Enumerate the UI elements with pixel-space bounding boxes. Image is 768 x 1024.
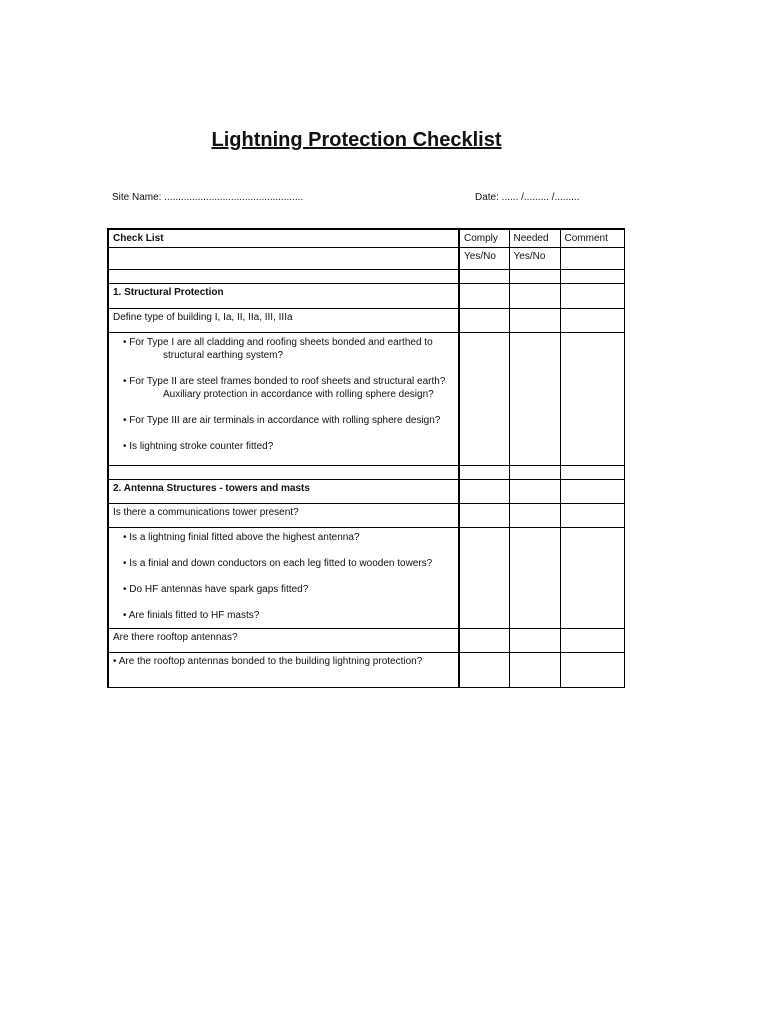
section2-bullets-cell (108, 528, 459, 629)
empty-cell (509, 270, 560, 284)
table-row (108, 629, 624, 653)
table-row (108, 333, 624, 466)
empty-cell (459, 270, 509, 284)
row-rooftop-antennas: Are there rooftop antennas? (108, 629, 459, 653)
empty-cell (560, 466, 624, 480)
empty-cell (509, 466, 560, 480)
list-item: • Is a finial and down conductors on each leg fitted to wooden towers? (123, 558, 433, 569)
needed-cell (509, 629, 560, 653)
list-item: • For Type II are steel frames bonded to roof sheets and structural earth? Auxiliary protection in accordance with rolling sphere design? (123, 376, 446, 400)
empty-cell (108, 248, 459, 270)
document-title: Lightning Protection Checklist (211, 129, 502, 151)
comment-cell (560, 284, 624, 309)
comply-cell (459, 528, 509, 629)
table-row (108, 528, 624, 629)
empty-cell (108, 466, 459, 480)
comply-cell (459, 629, 509, 653)
date-field: Date: ...... /......... /......... (475, 192, 580, 203)
checklist-table (107, 228, 625, 688)
header-needed: Needed (509, 229, 560, 248)
section1-heading-row (108, 284, 624, 309)
needed-cell (509, 504, 560, 528)
section1-heading: 1. Structural Protection (108, 284, 459, 309)
row-rooftop-bonded: • Are the rooftop antennas bonded to the building lightning protection? (108, 653, 459, 688)
comply-cell (459, 480, 509, 504)
row-define-building: Define type of building I, Ia, II, IIa, III, IIIa (108, 309, 459, 333)
header-subrow (108, 248, 624, 270)
comment-cell (560, 653, 624, 688)
header-comply: Comply (459, 229, 509, 248)
table-row (108, 504, 624, 528)
needed-cell (509, 528, 560, 629)
comply-cell (459, 309, 509, 333)
needed-cell (509, 333, 560, 466)
needed-cell (509, 653, 560, 688)
comply-cell (459, 333, 509, 466)
header-checklist: Check List (108, 229, 459, 248)
section2-bullet-list (113, 531, 454, 622)
table-row (108, 309, 624, 333)
comply-yesno: Yes/No (459, 248, 509, 270)
section1-bullets-cell (108, 333, 459, 466)
header-row (108, 229, 624, 248)
comply-cell (459, 284, 509, 309)
table-row (108, 653, 624, 688)
list-item: • Is a lightning finial fitted above the highest antenna? (123, 532, 360, 543)
list-item: • Do HF antennas have spark gaps fitted? (123, 584, 309, 595)
needed-yesno: Yes/No (509, 248, 560, 270)
needed-cell (509, 480, 560, 504)
row-tower-present: Is there a communications tower present? (108, 504, 459, 528)
section2-heading: 2. Antenna Structures - towers and masts (108, 480, 459, 504)
empty-cell (560, 270, 624, 284)
section2-heading-row (108, 480, 624, 504)
comment-cell (560, 629, 624, 653)
empty-cell (108, 270, 459, 284)
list-item: • For Type III are air terminals in accordance with rolling sphere design? (123, 415, 441, 426)
list-item: • For Type I are all cladding and roofing sheets bonded and earthed to structural earthing system? (123, 337, 433, 361)
empty-cell (560, 248, 624, 270)
list-item: • Is lightning stroke counter fitted? (123, 441, 274, 452)
comply-cell (459, 653, 509, 688)
needed-cell (509, 284, 560, 309)
comment-cell (560, 528, 624, 629)
list-item: • Are finials fitted to HF masts? (123, 610, 260, 621)
comment-cell (560, 309, 624, 333)
site-name-field: Site Name: .................................................. (112, 192, 304, 203)
section1-bullet-list (113, 336, 454, 453)
comment-cell (560, 480, 624, 504)
needed-cell (509, 309, 560, 333)
comply-cell (459, 504, 509, 528)
comment-cell (560, 333, 624, 466)
header-comment: Comment (560, 229, 624, 248)
spacer-row (108, 466, 624, 480)
comment-cell (560, 504, 624, 528)
spacer-row (108, 270, 624, 284)
empty-cell (459, 466, 509, 480)
